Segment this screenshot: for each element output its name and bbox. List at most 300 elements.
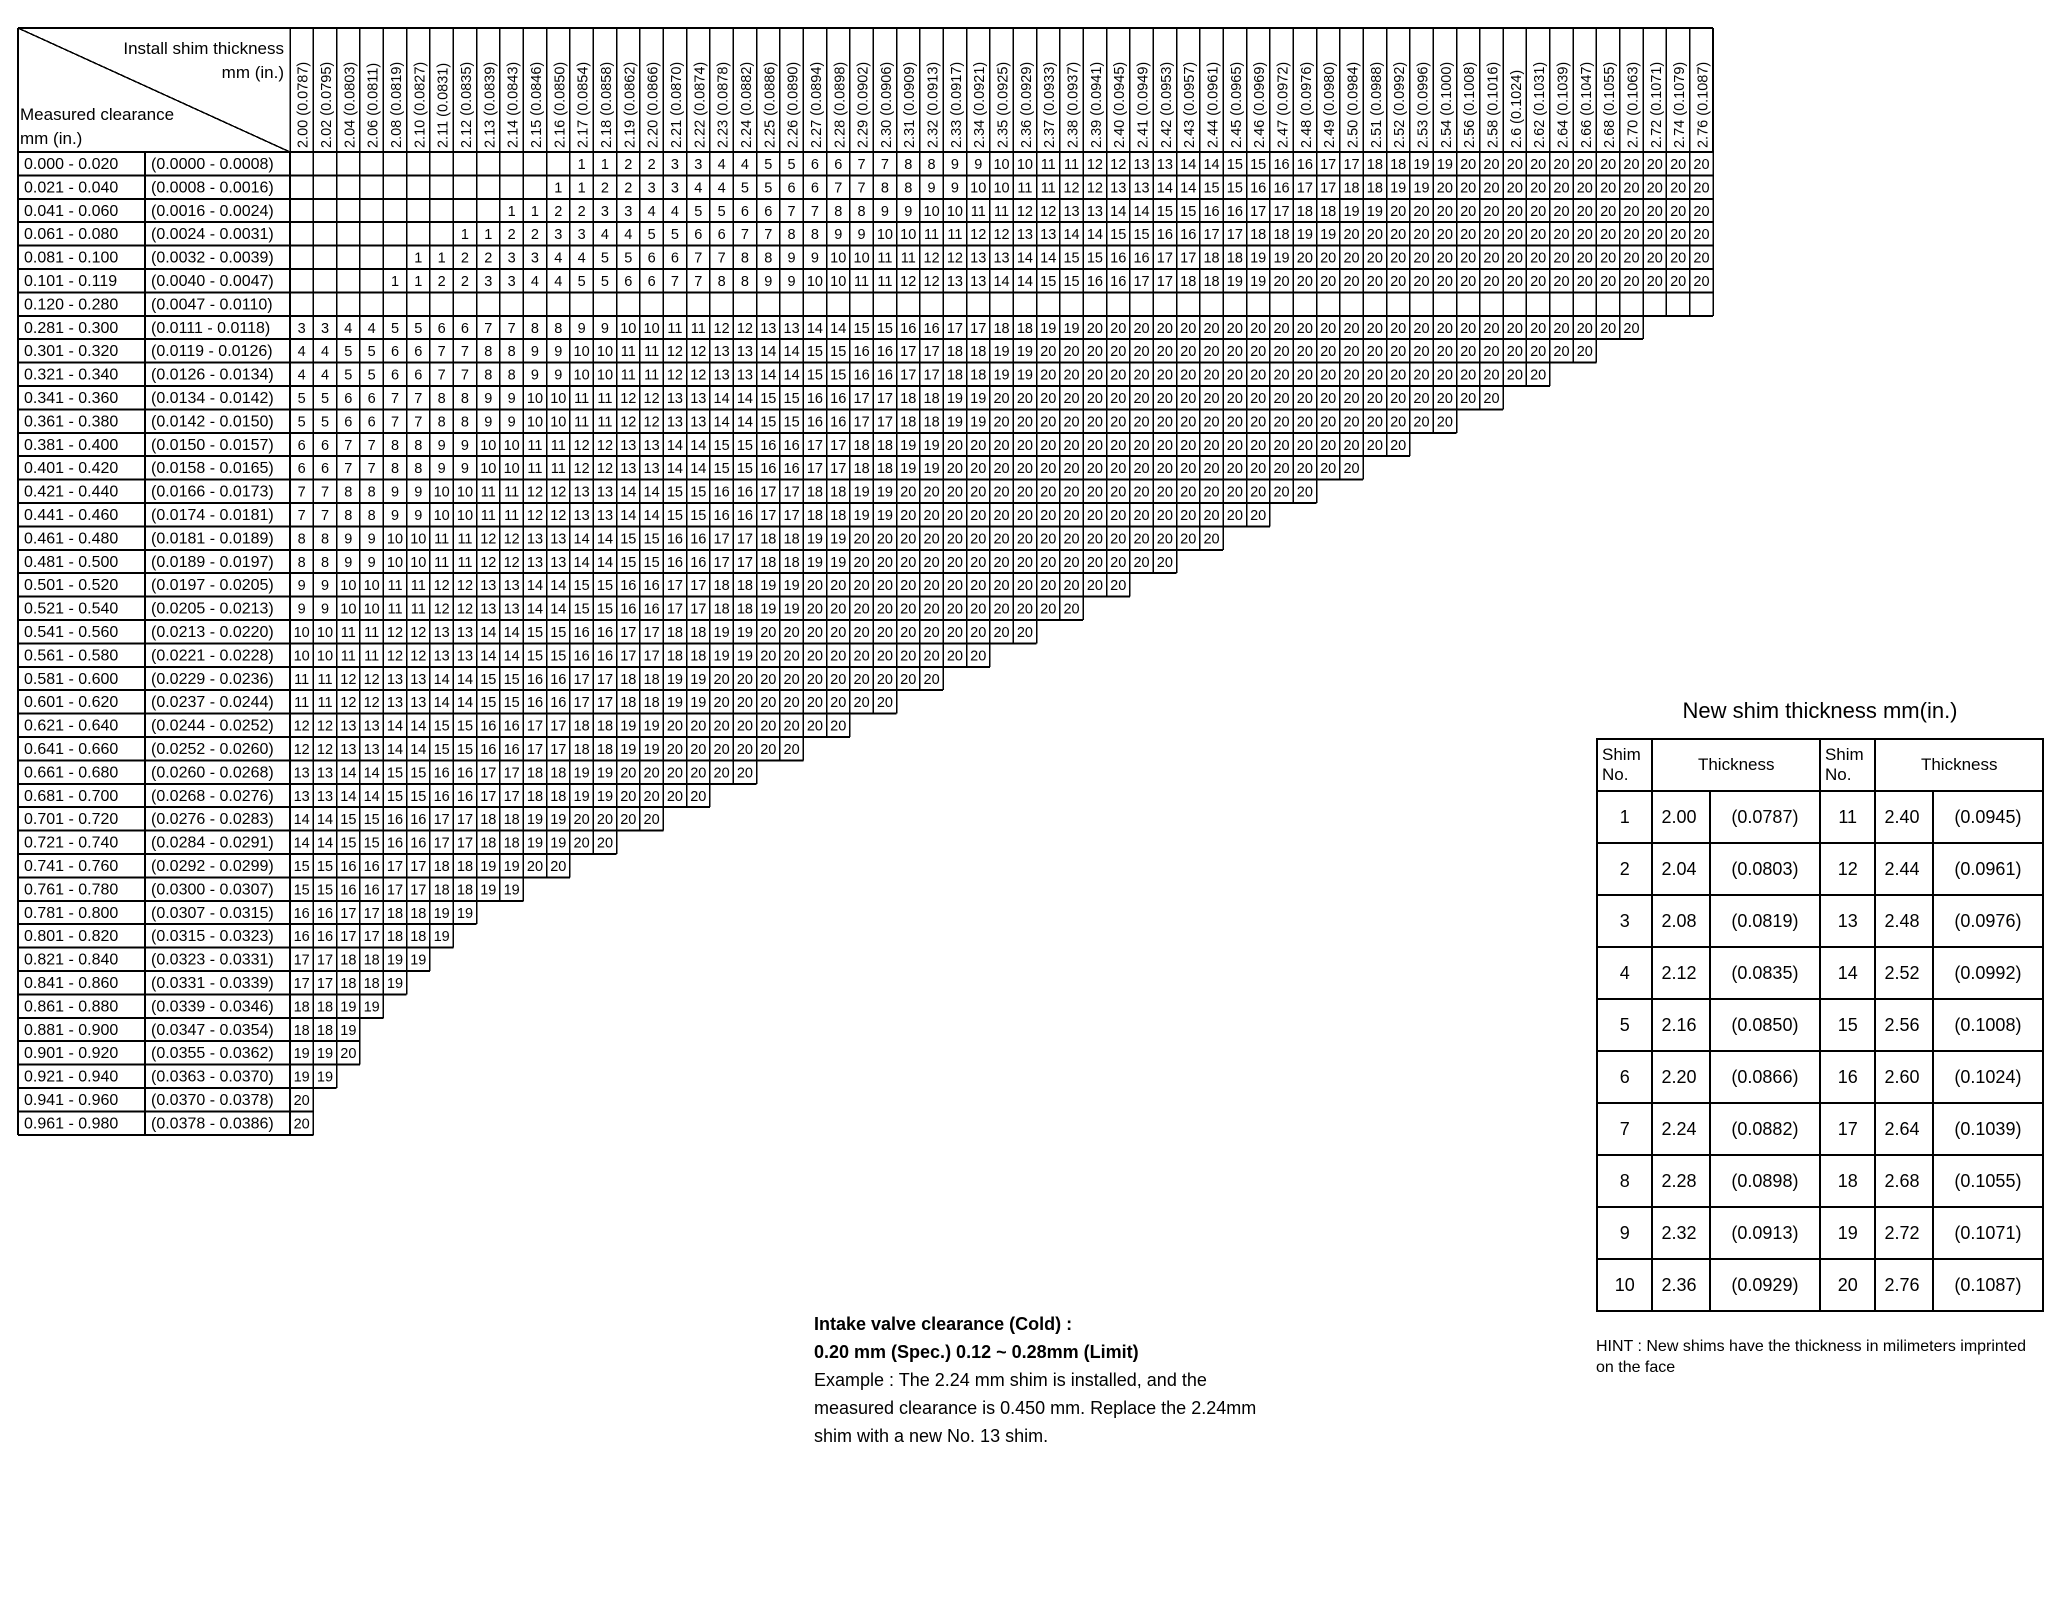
legend-thickness-mm: 2.16 <box>1652 999 1709 1051</box>
shim-number-cell: 18 <box>1203 250 1220 267</box>
shim-number-cell: 20 <box>853 601 870 618</box>
shim-number-cell: 18 <box>573 742 590 758</box>
shim-number-cell: 5 <box>787 157 796 173</box>
shim-number-cell: 20 <box>1646 274 1663 290</box>
shim-number-cell: 14 <box>736 391 754 407</box>
column-header: 2.42 (0.0953) <box>1158 61 1175 148</box>
row-clearance-in: (0.0166 - 0.0173) <box>151 483 274 501</box>
column-header: 2.17 (0.0854) <box>575 61 592 148</box>
shim-number-cell: 13 <box>480 601 497 618</box>
shim-number-cell: 20 <box>1133 414 1150 431</box>
shim-number-cell: 13 <box>550 531 567 548</box>
shim-number-cell: 15 <box>316 882 334 899</box>
shim-number-cell: 6 <box>764 203 773 220</box>
shim-number-cell: 11 <box>900 250 916 267</box>
shim-number-cell: 11 <box>294 671 310 688</box>
shim-number-cell: 16 <box>410 835 427 852</box>
column-header: 2.47 (0.0972) <box>1275 61 1292 148</box>
shim-number-cell: 15 <box>1086 250 1103 267</box>
legend-thickness-in: (0.0992) <box>1933 947 2043 999</box>
shim-number-cell: 19 <box>456 905 474 922</box>
shim-number-cell: 15 <box>1226 180 1243 197</box>
shim-number-cell: 17 <box>830 461 847 478</box>
shim-number-cell: 19 <box>1366 203 1383 220</box>
row-clearance-mm: 0.881 - 0.900 <box>24 1021 119 1039</box>
shim-number-cell: 9 <box>904 203 913 220</box>
shim-number-cell: 16 <box>1086 274 1103 290</box>
shim-number-cell: 11 <box>434 531 450 548</box>
shim-number-cell: 18 <box>480 835 497 852</box>
shim-number-cell: 20 <box>596 835 614 852</box>
shim-number-cell: 8 <box>904 180 913 197</box>
shim-number-cell: 20 <box>923 578 940 595</box>
shim-number-cell: 20 <box>900 648 917 665</box>
shim-number-cell: 20 <box>1203 508 1220 524</box>
shim-number-cell: 18 <box>853 461 870 478</box>
shim-number-cell: 19 <box>340 1022 357 1039</box>
row-clearance-mm: 0.581 - 0.600 <box>24 670 119 688</box>
shim-number-cell: 14 <box>596 531 614 548</box>
shim-number-cell: 14 <box>526 578 544 595</box>
shim-number-cell: 14 <box>1180 180 1197 197</box>
shim-number-cell: 20 <box>1180 320 1197 337</box>
shim-number-cell: 20 <box>830 625 847 641</box>
shim-number-cell: 20 <box>1623 180 1640 197</box>
column-header: 2.30 (0.0906) <box>878 61 895 148</box>
shim-number-cell: 20 <box>993 601 1010 618</box>
row-clearance-mm: 0.501 - 0.520 <box>24 577 119 595</box>
shim-number-cell: 20 <box>1483 320 1500 337</box>
shim-number-cell: 3 <box>297 320 306 337</box>
shim-number-cell: 6 <box>740 203 749 220</box>
shim-number-cell: 20 <box>946 437 963 454</box>
column-header: 2.36 (0.0929) <box>1018 61 1035 148</box>
shim-number-cell: 20 <box>1460 367 1477 384</box>
column-header: 2.19 (0.0862) <box>622 61 639 148</box>
shim-number-cell: 20 <box>1180 508 1197 524</box>
shim-number-cell: 20 <box>1366 274 1383 290</box>
shim-number-cell: 17 <box>1250 203 1267 220</box>
shim-number-cell: 10 <box>993 157 1010 173</box>
shim-number-cell: 20 <box>1670 227 1687 244</box>
shim-number-cell: 19 <box>783 578 800 595</box>
shim-number-cell: 8 <box>460 391 470 407</box>
shim-number-cell: 18 <box>1180 274 1197 290</box>
shim-number-cell: 8 <box>297 554 306 571</box>
row-clearance-in: (0.0347 - 0.0354) <box>151 1021 274 1039</box>
shim-number-cell: 14 <box>550 578 567 595</box>
shim-number-cell: 15 <box>1063 274 1080 290</box>
shim-number-cell: 8 <box>460 414 470 431</box>
shim-number-cell: 9 <box>554 367 563 384</box>
legend-shim-no: 8 <box>1597 1155 1652 1207</box>
row-clearance-mm: 0.120 - 0.280 <box>24 296 119 314</box>
legend-shim-no: 17 <box>1820 1103 1875 1155</box>
shim-number-cell: 18 <box>503 812 520 829</box>
shim-number-cell: 16 <box>1180 227 1197 244</box>
shim-number-cell: 19 <box>503 859 520 875</box>
shim-number-cell: 20 <box>1483 157 1500 173</box>
shim-number-cell: 19 <box>1343 203 1360 220</box>
shim-number-cell: 20 <box>1413 367 1430 384</box>
shim-number-cell: 16 <box>1273 180 1290 197</box>
row-clearance-in: (0.0339 - 0.0346) <box>151 998 274 1016</box>
shim-number-cell: 16 <box>1296 157 1313 173</box>
shim-number-cell: 20 <box>1693 157 1710 173</box>
shim-number-cell: 17 <box>643 648 660 665</box>
shim-number-cell: 19 <box>853 508 870 524</box>
shim-number-cell: 20 <box>1086 437 1103 454</box>
shim-number-cell: 17 <box>690 578 707 595</box>
shim-number-cell: 11 <box>340 625 356 641</box>
shim-number-cell: 20 <box>970 625 987 641</box>
shim-number-cell: 10 <box>340 601 357 618</box>
shim-number-cell: 1 <box>437 250 446 267</box>
notes-example: Example : The 2.24 mm shim is installed, and the measured clearance is 0.450 mm. Replace the 2.24mm shim with a new No. 13 shim. <box>814 1370 1257 1446</box>
legend-shim-no: 13 <box>1820 895 1875 947</box>
shim-number-cell: 16 <box>550 671 567 688</box>
column-header: 2.20 (0.0866) <box>645 61 662 148</box>
shim-number-cell: 19 <box>1296 227 1313 244</box>
shim-number-cell: 13 <box>363 718 380 735</box>
shim-number-cell: 5 <box>367 344 376 361</box>
shim-number-cell: 20 <box>970 554 987 571</box>
shim-number-cell: 17 <box>363 905 380 922</box>
shim-number-cell: 16 <box>293 905 310 922</box>
row-clearance-mm: 0.901 - 0.920 <box>24 1045 119 1063</box>
shim-number-cell: 17 <box>900 344 917 361</box>
shim-number-cell: 19 <box>806 531 823 548</box>
shim-number-cell: 20 <box>1063 367 1080 384</box>
shim-number-cell: 20 <box>1086 391 1103 407</box>
shim-number-cell: 20 <box>1133 391 1150 407</box>
shim-number-cell: 7 <box>694 250 703 267</box>
shim-number-cell: 7 <box>367 437 376 454</box>
shim-number-cell: 18 <box>970 367 987 384</box>
shim-number-cell: 20 <box>1016 554 1033 571</box>
shim-number-cell: 20 <box>1366 250 1383 267</box>
legend-thickness-mm: 2.36 <box>1652 1259 1709 1311</box>
shim-number-cell: 20 <box>853 531 870 548</box>
shim-number-cell: 20 <box>1156 508 1173 524</box>
row-clearance-in: (0.0300 - 0.0307) <box>151 881 274 899</box>
shim-number-cell: 11 <box>527 437 543 454</box>
shim-number-cell: 19 <box>386 952 404 969</box>
shim-number-cell: 17 <box>293 952 310 969</box>
shim-number-cell: 12 <box>550 484 567 501</box>
shim-number-cell: 10 <box>993 180 1010 197</box>
shim-number-cell: 17 <box>620 648 637 665</box>
shim-number-cell: 11 <box>387 601 403 618</box>
shim-number-cell: 8 <box>367 508 376 524</box>
shim-number-cell: 15 <box>573 601 590 618</box>
shim-number-cell: 3 <box>647 180 656 197</box>
shim-number-cell: 20 <box>993 461 1010 478</box>
shim-number-cell: 20 <box>736 718 754 735</box>
shim-number-cell: 20 <box>1133 554 1150 571</box>
shim-number-cell: 20 <box>1063 601 1080 618</box>
shim-number-cell: 18 <box>456 859 474 875</box>
row-clearance-mm: 0.661 - 0.680 <box>24 764 119 782</box>
shim-number-cell: 16 <box>876 367 893 384</box>
shim-number-cell: 6 <box>344 391 353 407</box>
column-header: 2.24 (0.0882) <box>738 61 755 148</box>
shim-number-cell: 18 <box>363 976 380 992</box>
shim-number-cell: 20 <box>1483 344 1500 361</box>
shim-number-cell: 14 <box>783 367 800 384</box>
shim-number-cell: 4 <box>367 320 376 337</box>
shim-number-cell: 15 <box>620 554 637 571</box>
shim-number-cell: 15 <box>433 742 450 758</box>
shim-number-cell: 20 <box>1460 274 1477 290</box>
shim-number-cell: 20 <box>1553 274 1570 290</box>
row-clearance-mm: 0.341 - 0.360 <box>24 390 119 407</box>
shim-number-cell: 20 <box>993 508 1010 524</box>
shim-number-cell: 13 <box>1133 180 1150 197</box>
shim-number-cell: 17 <box>923 367 940 384</box>
shim-number-cell: 19 <box>620 718 637 735</box>
shim-number-cell: 19 <box>713 625 730 641</box>
shim-number-cell: 20 <box>970 461 987 478</box>
shim-number-cell: 20 <box>1110 508 1127 524</box>
shim-number-cell: 2 <box>530 227 540 244</box>
column-header: 2.28 (0.0898) <box>832 61 849 148</box>
shim-number-cell: 20 <box>1530 344 1547 361</box>
shim-number-cell: 20 <box>806 671 823 688</box>
shim-number-cell: 19 <box>923 461 940 478</box>
shim-number-cell: 15 <box>620 531 637 548</box>
shim-number-cell: 15 <box>1063 250 1080 267</box>
row-clearance-in: (0.0024 - 0.0031) <box>151 226 274 244</box>
shim-number-cell: 19 <box>760 578 777 595</box>
shim-number-cell: 20 <box>713 718 730 735</box>
shim-number-cell: 8 <box>484 367 493 384</box>
shim-number-cell: 17 <box>596 671 614 688</box>
shim-number-cell: 18 <box>830 508 847 524</box>
shim-number-cell: 10 <box>503 437 520 454</box>
shim-number-cell: 18 <box>713 578 730 595</box>
column-header: 2.06 (0.0811) <box>365 62 382 148</box>
shim-number-cell: 6 <box>320 461 330 478</box>
shim-number-cell: 7 <box>437 367 446 384</box>
shim-number-cell: 20 <box>970 648 987 665</box>
shim-number-cell: 20 <box>1646 203 1663 220</box>
shim-number-cell: 20 <box>1623 203 1640 220</box>
shim-number-cell: 20 <box>830 601 847 618</box>
shim-number-cell: 15 <box>1180 203 1197 220</box>
legend-shim-no: 14 <box>1820 947 1875 999</box>
legend-row <box>1597 895 2043 947</box>
shim-number-cell: 11 <box>947 227 963 244</box>
shim-number-cell: 15 <box>643 531 660 548</box>
shim-number-cell: 4 <box>694 180 703 197</box>
shim-number-cell: 20 <box>1063 508 1080 524</box>
shim-number-cell: 18 <box>340 976 357 992</box>
column-header: 2.72 (0.1071) <box>1648 61 1665 148</box>
legend-row <box>1597 999 2043 1051</box>
row-clearance-in: (0.0252 - 0.0260) <box>151 741 274 758</box>
shim-number-cell: 18 <box>1320 203 1337 220</box>
shim-number-cell: 20 <box>1390 367 1407 384</box>
shim-number-cell: 20 <box>946 508 963 524</box>
column-header: 2.37 (0.0933) <box>1042 61 1059 148</box>
shim-number-cell: 12 <box>1016 203 1033 220</box>
shim-number-cell: 20 <box>1600 274 1617 290</box>
shim-number-cell: 18 <box>410 929 427 946</box>
shim-number-cell: 20 <box>1016 531 1033 548</box>
shim-number-cell: 20 <box>1576 250 1593 267</box>
shim-number-cell: 7 <box>344 461 353 478</box>
shim-number-cell: 16 <box>690 554 707 571</box>
shim-number-cell: 20 <box>1040 414 1057 431</box>
shim-number-cell: 13 <box>1040 227 1057 244</box>
legend-shim-no: 4 <box>1597 947 1652 999</box>
shim-number-cell: 18 <box>526 788 544 805</box>
shim-number-cell: 20 <box>1063 484 1080 501</box>
shim-number-cell: 16 <box>783 461 800 478</box>
shim-number-cell: 10 <box>970 180 987 197</box>
shim-number-cell: 20 <box>806 601 823 618</box>
shim-number-cell: 20 <box>1506 367 1523 384</box>
shim-number-cell: 20 <box>1483 180 1500 197</box>
shim-number-cell: 11 <box>480 484 496 501</box>
shim-number-cell: 9 <box>320 601 330 618</box>
column-header: 2.12 (0.0835) <box>458 61 475 148</box>
shim-number-cell: 16 <box>410 812 427 829</box>
shim-number-cell: 19 <box>503 882 520 899</box>
shim-number-cell: 20 <box>1040 461 1057 478</box>
shim-number-cell: 20 <box>923 648 940 665</box>
shim-number-cell: 10 <box>316 648 334 665</box>
shim-number-cell: 16 <box>713 484 730 501</box>
shim-number-cell: 20 <box>1460 203 1477 220</box>
shim-number-cell: 13 <box>783 320 800 337</box>
shim-number-cell: 20 <box>1086 367 1103 384</box>
legend-thickness-mm: 2.64 <box>1875 1103 1932 1155</box>
shim-number-cell: 12 <box>620 391 637 407</box>
shim-number-cell: 8 <box>320 531 330 548</box>
shim-number-cell: 20 <box>900 601 917 618</box>
legend-row <box>1597 791 2043 843</box>
shim-number-cell: 11 <box>877 250 893 267</box>
shim-number-cell: 20 <box>1600 180 1617 197</box>
shim-number-cell: 9 <box>810 250 819 267</box>
shim-number-cell: 20 <box>1600 157 1617 173</box>
shim-number-cell: 20 <box>970 601 987 618</box>
shim-number-cell: 15 <box>853 320 870 337</box>
shim-number-cell: 20 <box>783 648 800 665</box>
shim-number-cell: 14 <box>1156 180 1173 197</box>
row-clearance-mm: 0.821 - 0.840 <box>24 951 119 969</box>
column-header: 2.10 (0.0827) <box>412 61 429 148</box>
shim-number-cell: 20 <box>1413 391 1430 407</box>
shim-number-cell: 20 <box>1483 203 1500 220</box>
shim-number-cell: 20 <box>1623 274 1640 290</box>
shim-number-cell: 6 <box>834 157 843 173</box>
shim-number-cell: 18 <box>386 929 404 946</box>
shim-number-cell: 17 <box>573 671 590 688</box>
shim-number-cell: 20 <box>1530 274 1547 290</box>
shim-number-cell: 16 <box>1110 250 1127 267</box>
shim-number-cell: 14 <box>456 671 474 688</box>
shim-number-cell: 8 <box>530 320 540 337</box>
shim-number-cell: 20 <box>1086 554 1103 571</box>
shim-number-cell: 20 <box>900 625 917 641</box>
shim-number-cell: 4 <box>554 274 563 290</box>
shim-number-cell: 20 <box>1693 203 1710 220</box>
shim-number-cell: 6 <box>810 157 819 173</box>
shim-number-cell: 11 <box>644 344 660 361</box>
shim-number-cell: 16 <box>526 671 544 688</box>
shim-number-cell: 20 <box>970 484 987 501</box>
shim-number-cell: 20 <box>876 531 893 548</box>
shim-number-cell: 13 <box>526 554 544 571</box>
row-clearance-mm: 0.941 - 0.960 <box>24 1092 119 1109</box>
shim-number-cell: 20 <box>1156 531 1173 548</box>
shim-number-cell: 20 <box>1343 227 1360 244</box>
column-header: 2.66 (0.1047) <box>1578 61 1595 148</box>
shim-number-cell: 13 <box>316 788 334 805</box>
shim-number-cell: 15 <box>760 391 777 407</box>
shim-number-cell: 13 <box>386 695 404 712</box>
shim-number-cell: 2 <box>600 180 609 197</box>
shim-number-cell: 20 <box>1320 414 1337 431</box>
shim-number-cell: 20 <box>1273 484 1290 501</box>
shim-number-cell: 16 <box>293 929 310 946</box>
shim-number-cell: 9 <box>460 437 470 454</box>
shim-number-cell: 4 <box>577 250 586 267</box>
shim-number-cell: 20 <box>1250 484 1267 501</box>
row-clearance-in: (0.0000 - 0.0008) <box>151 156 274 173</box>
shim-number-cell: 3 <box>554 227 563 244</box>
shim-number-cell: 10 <box>830 250 847 267</box>
shim-number-cell: 14 <box>783 344 800 361</box>
column-header: 2.18 (0.0858) <box>598 61 615 148</box>
shim-number-cell: 16 <box>1133 250 1150 267</box>
legend-thickness-in: (0.1087) <box>1933 1259 2043 1311</box>
shim-number-cell: 17 <box>853 414 870 431</box>
shim-number-cell: 20 <box>1250 367 1267 384</box>
shim-number-cell: 5 <box>390 320 400 337</box>
legend-header-shim-no-2: Shim No. <box>1820 739 1875 791</box>
shim-number-cell: 13 <box>620 437 637 454</box>
shim-number-cell: 17 <box>433 812 450 829</box>
shim-number-cell: 9 <box>344 531 353 548</box>
shim-number-cell: 11 <box>1040 157 1056 173</box>
shim-number-cell: 20 <box>1156 461 1173 478</box>
legend-thickness-in: (0.1071) <box>1933 1207 2043 1259</box>
shim-number-cell: 13 <box>970 274 987 290</box>
shim-number-cell: 18 <box>900 391 917 407</box>
shim-number-cell: 1 <box>507 203 516 220</box>
shim-number-cell: 18 <box>666 625 684 641</box>
legend-thickness-in: (0.0961) <box>1933 843 2043 895</box>
legend-thickness-in: (0.0819) <box>1710 895 1820 947</box>
shim-number-cell: 7 <box>507 320 516 337</box>
shim-number-cell: 13 <box>340 718 357 735</box>
shim-number-cell: 17 <box>316 976 334 992</box>
shim-number-cell: 18 <box>433 882 450 899</box>
shim-number-cell: 20 <box>830 578 847 595</box>
shim-number-cell: 15 <box>386 765 404 782</box>
shim-number-cell: 14 <box>340 788 357 805</box>
shim-number-cell: 11 <box>924 227 940 244</box>
shim-number-cell: 10 <box>363 578 380 595</box>
shim-number-cell: 20 <box>1343 344 1360 361</box>
shim-number-cell: 10 <box>596 367 614 384</box>
shim-number-cell: 20 <box>1390 203 1407 220</box>
shim-number-cell: 13 <box>736 344 754 361</box>
